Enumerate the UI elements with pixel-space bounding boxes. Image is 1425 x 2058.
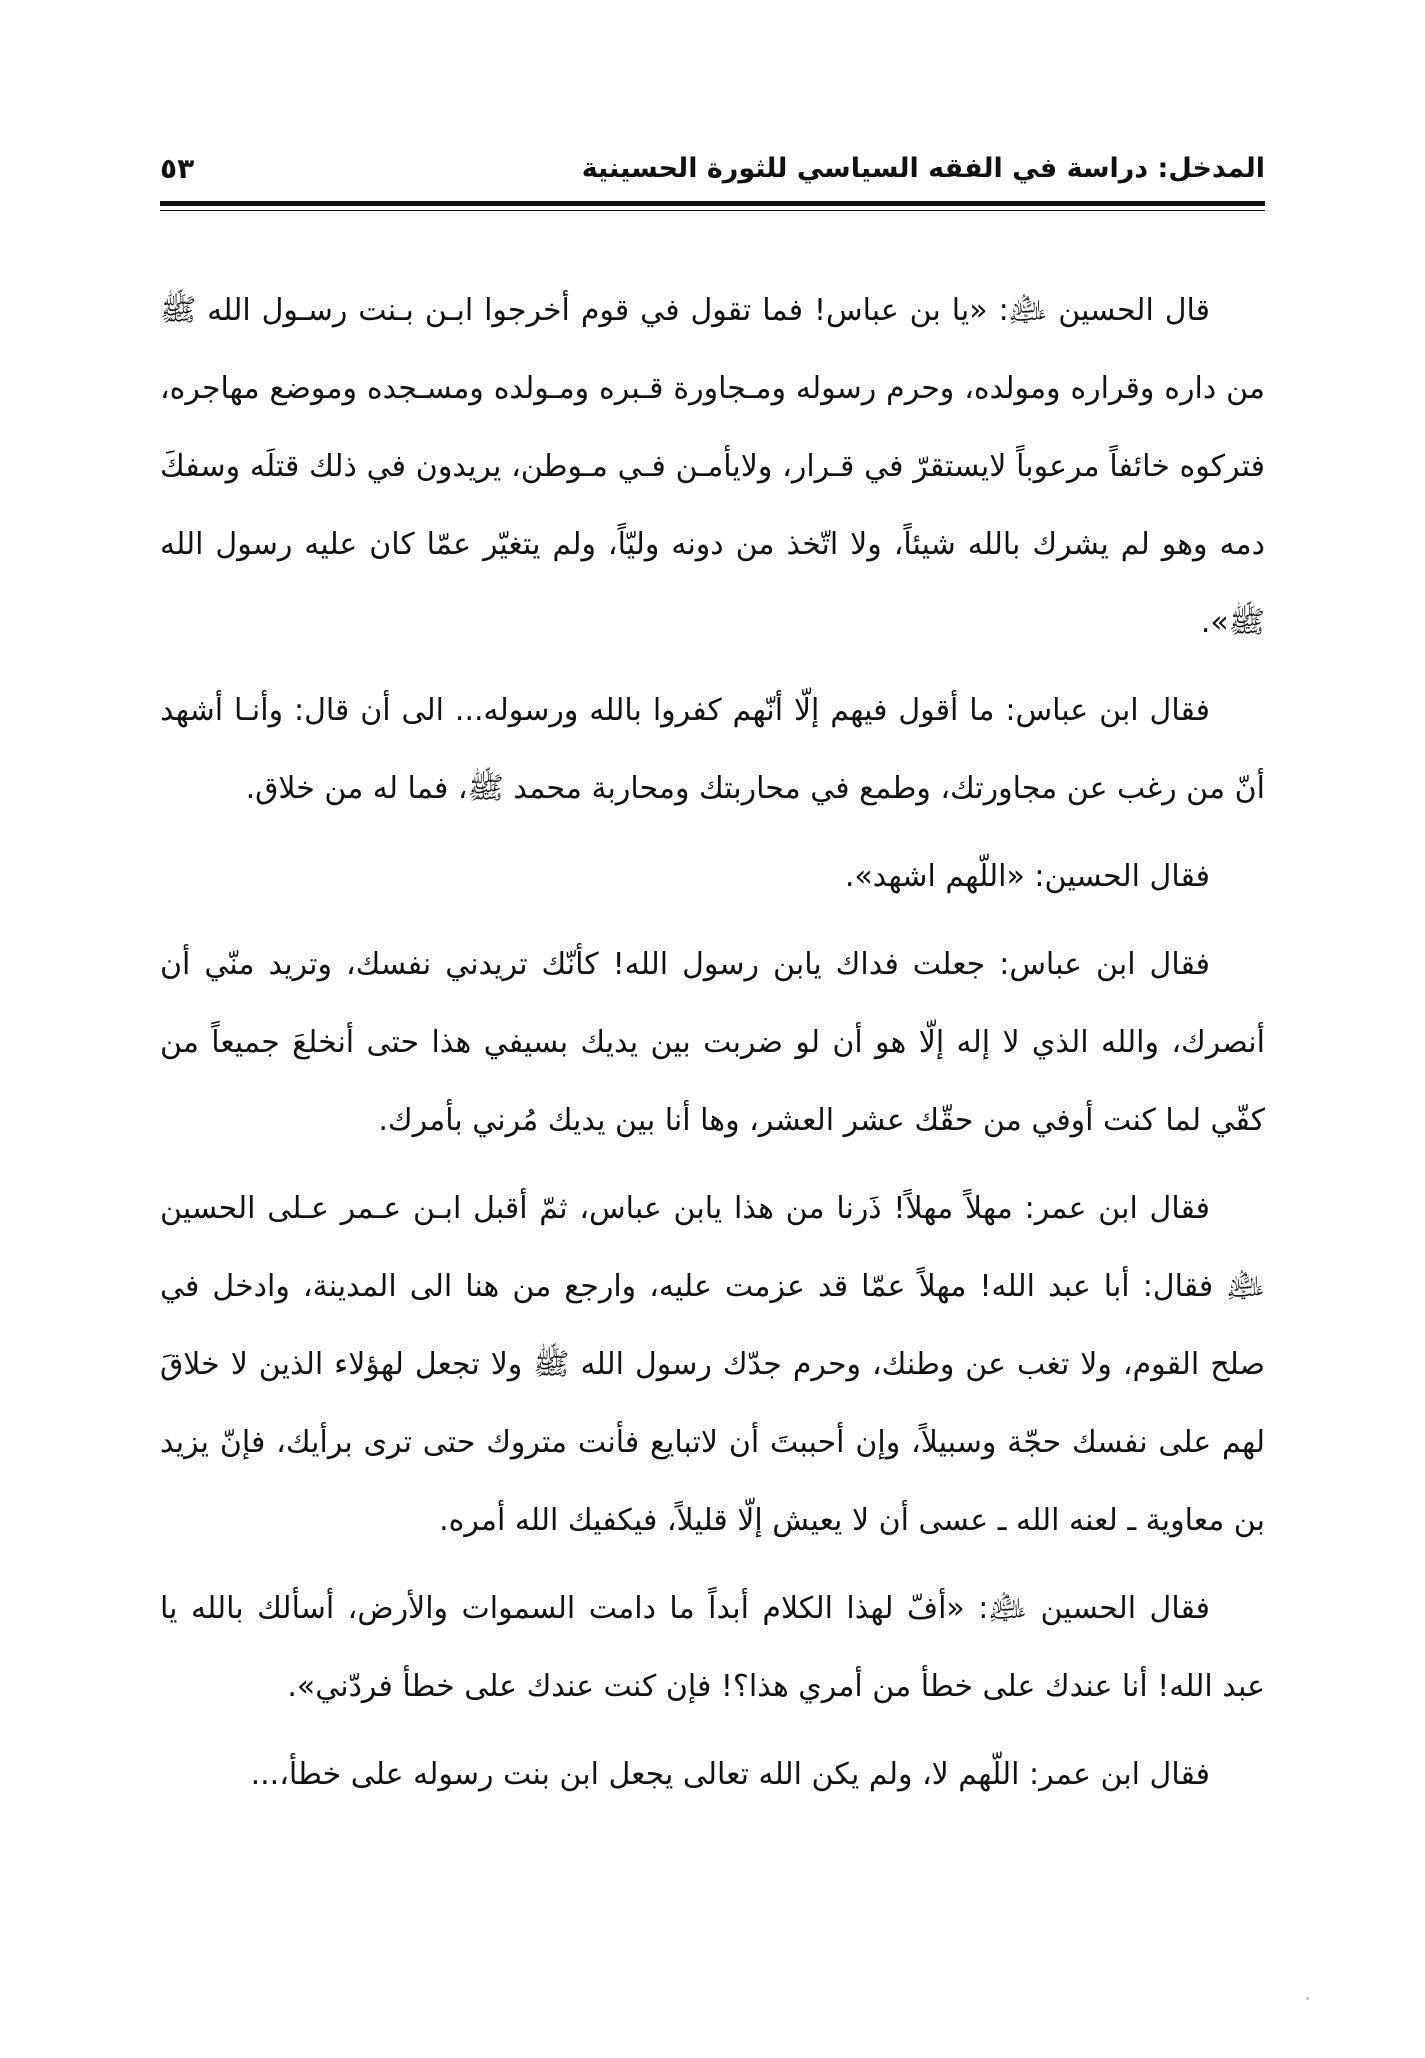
paragraph-husayn-response: فقال الحسين ﵇: «أفّ لهذا الكلام أبداً ما دامت السموات والأرض، أسألك بالله يا عبد الله! أنا عندك على خطأ من أمري هذا؟! فإن كنت عندك على خطأ فردّني». [160,1591,1265,1704]
paragraph-husayn-witness: فقال الحسين: «اللّهم اشهد». [844,859,1210,894]
paragraph-ibn-abbas-offer: فقال ابن عباس: جعلت فداك يابن رسول الله! كأنّك تريدني نفسك، وتريد منّي أن أنصرك، والله الذي لا إله إلّا هو أن لو ضربت بين يديك بسيفي هذا حتى أنخلعَ جميعاً من كفّي لما كنت أوفي من حقّك عشر العشر، وها أنا بين يديك مُرني بأمرك. [160,947,1265,1138]
body-text [160,272,1265,1814]
header-title: المدخل: دراسة في الفقه السياسي للثورة الحسينية [581,152,1265,184]
scan-speck [1306,1997,1309,2000]
paragraph-ibn-umar-advice: فقال ابن عمر: مهلاً مهلاً! ذَرنا من هذا يابن عباس، ثمّ أقبل ابـن عـمر عـلى الحسين ﵇ فقال: أبا عبد الله! مهلاً عمّا قد عزمت عليه، وارجع من هنا الى المدينة، وادخل في صلح القوم، ولا تغب عن وطنك، وحرم جدّك رسول الله ﷺ ولا تجعل لهؤلاء الذين لا خلاقَ لهم على نفسك حجّة وسبيلاً، وإن أحببتَ أن لاتبايع فأنت متروك حتى ترى برأيك، فإنّ يزيد بن معاوية ـ لعنه الله ـ عسى أن لا يعيش إلّا قليلاً، فيكفيك الله أمره. [160,1191,1265,1538]
paragraph-ibn-umar-final: فقال ابن عمر: اللّهم لا، ولم يكن الله تعالى يجعل ابن بنت رسوله على خطأ،... [250,1757,1210,1792]
header-rule-thin [160,210,1265,211]
running-header [160,140,1265,196]
paragraph-ibn-abbas-reply: فقال ابن عباس: ما أقول فيهم إلّا أنّهم كفروا بالله ورسوله... الى أن قال: وأنـا أشهد أنّ من رغب عن مجاورتك، وطمع في محاربتك ومحاربة محمد ﷺ، فما له من خلاق. [160,693,1265,806]
header-rule-thick [160,201,1265,206]
paragraph-husayn-question: قال الحسين ﵇: «يا بن عباس! فما تقول في قوم أخرجوا ابـن بـنت رسـول الله ﷺ من داره وقراره ومولده، وحرم رسوله ومـجاورة قـبره ومـولده ومسـجده وموضع مهاجره، فتركوه خائفاً مرعوباً لايستقرّ في قـرار، ولايأمـن فـي مـوطن، يريدون في ذلك قتلَه وسفكَ دمه وهو لم يشرك بالله شيئاً، ولا اتّخذ من دونه وليّاً، ولم يتغيّر عمّا كان عليه رسول الله ﷺ». [160,293,1265,640]
page-number: ٥٣ [160,151,195,185]
